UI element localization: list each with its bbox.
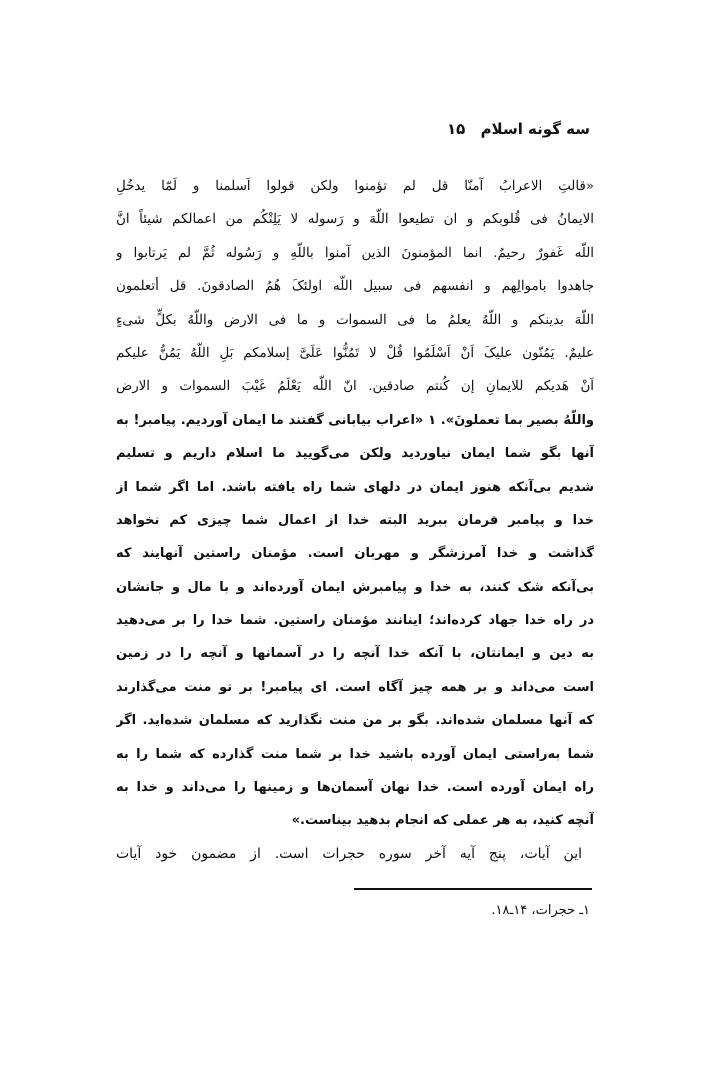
translation-line: است می‌داند و بر همه چیز آگاه است. ای پیامبر! بر تو منت می‌گذارند (116, 679, 594, 695)
translation-line: در راه خدا جهاد کرده‌اند؛ اینانند مؤمنان راستین. شما خدا را بر می‌دهید (116, 613, 594, 629)
translation-line: آنچه کنید، به هر عملی که انجام بدهید بیناست.» (291, 813, 594, 829)
body-text (116, 170, 594, 871)
translation-line: شما به‌راستی ایمان آورده باشید خدا بر شما منت گذارده که شما را به (116, 746, 594, 762)
header-title: سه گونه اسلام (480, 120, 590, 138)
translation-line: واللّهُ بصیر بما تعملونَ». ۱ «اعراب بیابانی گفتند ما ایمان آوردیم. پیامبر! به (116, 412, 594, 428)
translation-line: به دین و ایمانتان، با آنکه خدا آنچه را در آسمانها و آنچه را در زمین (116, 646, 594, 662)
translation-line: بی‌آنکه شک کنند، به خدا و پیامبرش ایمان آورده‌اند و با مال و جانشان (116, 579, 594, 595)
translation-line: شدیم بی‌آنکه هنوز ایمان در دلهای شما راه یافته باشد. اما اگر شما از (116, 479, 594, 495)
verse-line: الایمانُ فی قُلوبکم و ان تطیعوا اللّهَ و رَسوله لا یَلِتْکُم من اعمالکم شیئاً انَّ (116, 212, 594, 228)
verse-line: «قالتِ الاعرابُ آمنّا قل لم تؤمنوا ولکن قولوا اَسلمنا و لَمّا یدخُلِ (116, 179, 594, 194)
page-number: ۱۵ (447, 120, 466, 138)
verse-line: اللّه غَفورٌ رحیمٌ. انما المؤمنونَ الذین آمنوا باللّهِ و رَسُوله ثُمَّ لم یَرتابوا و (116, 245, 594, 261)
translation-line: خدا و پیامبر فرمان ببرید البته خدا از اعمال شما چیزی کم نخواهد (116, 512, 594, 528)
translation-line: راه ایمان آورده است. خدا نهان آسمان‌ها و زمینها را می‌داند و خدا به (116, 780, 594, 796)
paragraph-line: این آیات، پنج آیه آخر سوره حجرات است. از مضمون خود آیات (116, 845, 582, 862)
running-header (110, 118, 590, 140)
verse-line: علیمٌ. یَمُنّون علیکَ اَنْ اَسْلَمُوا قُلْ لا تَمُنُّوا عَلَیَّ إسلامکم بَلِ اللّهُ یَمُنُّ علیکم (116, 345, 594, 361)
verse-line: اللّهَ بدینکم و اللّهُ یعلمُ ما فی السموات و ما فی الارض واللّهُ بکلٍّ شیءٍ (116, 312, 594, 328)
verse-line: اَنْ هَدیکم للایمانِ إن کُنتم صادقین. انّ اللّه یَعْلَمُ غَیْبَ السموات و الارض (116, 379, 594, 395)
translation-line: گذاشت و خدا آمرزشگر و مهربان است. مؤمنان راستین آنهایند که (116, 546, 594, 562)
translation-line: آنها بگو شما ایمان نیاوردید ولکن می‌گویید ما اسلام داریم و تسلیم (116, 446, 594, 462)
footnote-divider (354, 888, 592, 890)
footnote: ۱ـ حجرات، ۱۴ـ۱۸. (491, 903, 590, 918)
translation-line: که آنها مسلمان شده‌اند. بگو بر من منت نگذارید که مسلمان شده‌اید. اگر (116, 713, 594, 729)
verse-line: جاهدوا باموالِهم و انفسهم فی سبیل اللّه اولئکَ هُمُ الصادقونَ. قل أتعلمون (116, 279, 594, 295)
